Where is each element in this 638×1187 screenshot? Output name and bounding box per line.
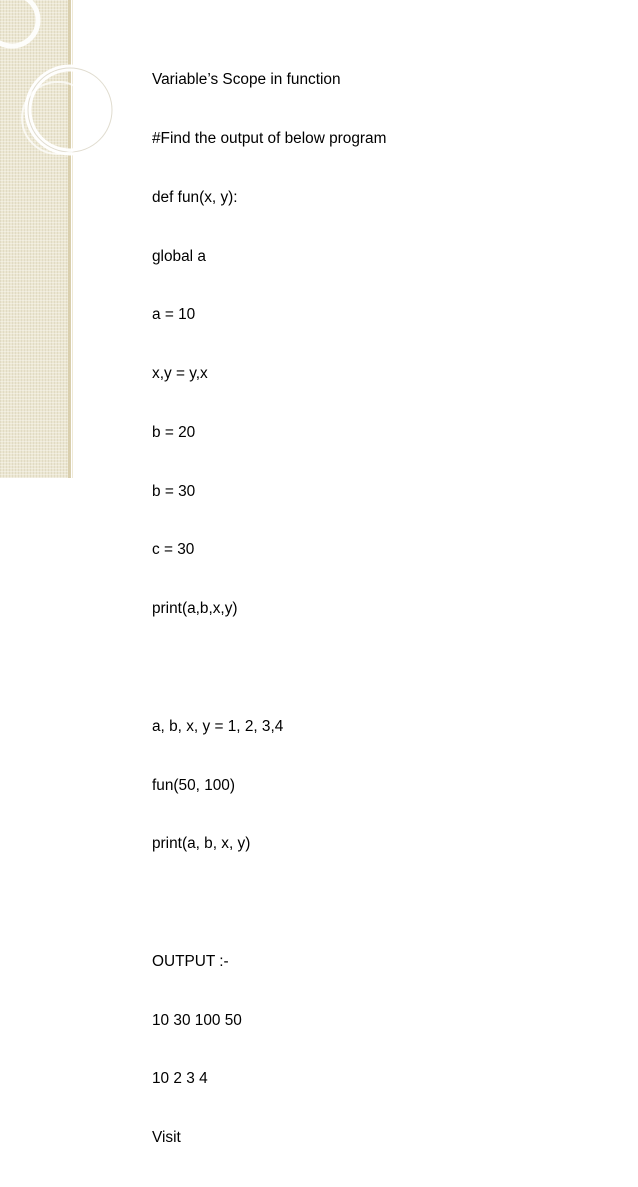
code-line: b = 30	[152, 482, 196, 500]
side-panel-border-highlight	[72, 0, 73, 478]
code-line: global a	[152, 247, 206, 265]
code-line: c = 30	[152, 541, 195, 559]
code-line: x,y = y,x	[152, 365, 208, 383]
code-line: b = 20	[152, 423, 196, 441]
blank-line	[152, 658, 612, 678]
output-line: 10 2 3 4	[152, 1070, 208, 1088]
output-line: 10 30 100 50	[152, 1011, 242, 1029]
code-text-block	[152, 31, 612, 1187]
code-line: print(a, b, x, y)	[152, 835, 251, 853]
visit-text: Visit	[152, 1129, 181, 1147]
code-line: fun(50, 100)	[152, 776, 235, 794]
blank-line	[152, 893, 612, 913]
decorative-side-panel	[0, 0, 68, 478]
code-line: a, b, x, y = 1, 2, 3,4	[152, 717, 284, 735]
slide-title: Variable’s Scope in function	[152, 71, 341, 89]
side-panel-border	[68, 0, 71, 478]
code-line: a = 10	[152, 306, 196, 324]
code-line: #Find the output of below program	[152, 129, 387, 147]
code-line: print(a,b,x,y)	[152, 600, 238, 618]
output-heading: OUTPUT :-	[152, 952, 229, 970]
code-line: def fun(x, y):	[152, 188, 238, 206]
